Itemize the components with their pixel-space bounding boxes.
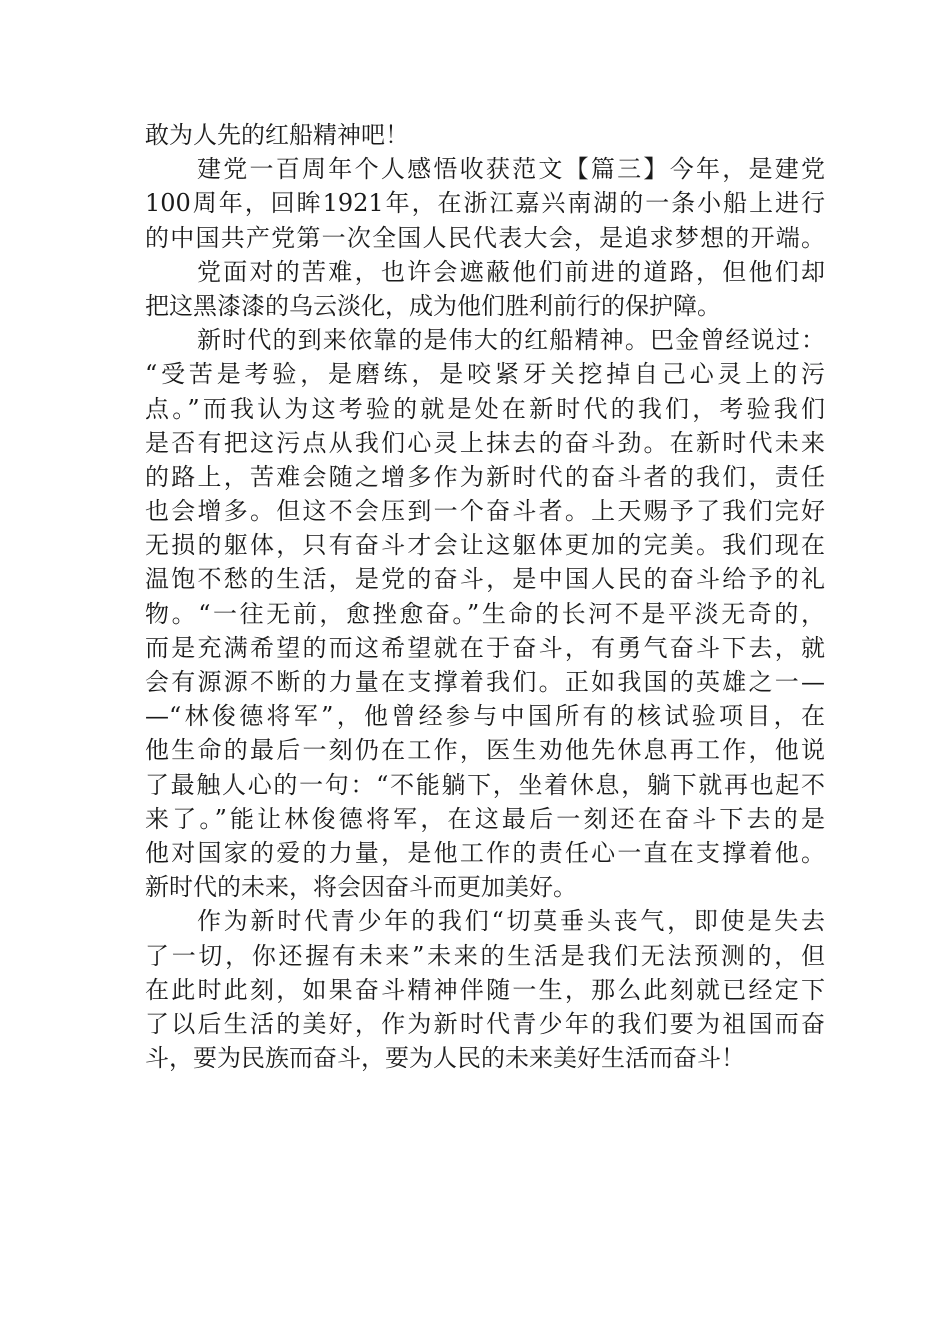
text-line: 他生命的最后一刻仍在工作，医生劝他先休息再工作，他说	[145, 736, 825, 765]
text-line: 物。“一往无前，愈挫愈奋。”生命的长河不是平淡无奇的，	[145, 599, 825, 628]
text-line: 是否有把这污点从我们心灵上抹去的奋斗劲。在新时代未来	[145, 428, 825, 457]
text-line: 新时代的未来，将会因奋斗而更加美好。	[145, 873, 577, 902]
document-body	[145, 118, 825, 1075]
text-line: 来了。”能让林俊德将军，在这最后一刻还在奋斗下去的是	[145, 804, 825, 833]
paragraph-first-line: 作为新时代青少年的我们“切莫垂头丧气，即使是失去	[197, 907, 825, 936]
text-line: 把这黑漆漆的乌云淡化，成为他们胜利前行的保护障。	[145, 291, 721, 320]
paragraph-first-line: 党面对的苦难，也许会遮蔽他们前进的道路，但他们却	[197, 257, 825, 286]
text-line: 无损的躯体，只有奋斗才会让这躯体更加的完美。我们现在	[145, 531, 825, 560]
text-line: 而是充满希望的而这希望就在于奋斗，有勇气奋斗下去，就	[145, 633, 825, 662]
text-line: 的中国共产党第一次全国人民代表大会，是追求梦想的开端。	[145, 223, 825, 252]
text-line: 100周年，回眸1921年，在浙江嘉兴南湖的一条小船上进行	[145, 189, 825, 218]
text-line: 在此时此刻，如果奋斗精神伴随一生，那么此刻就已经定下	[145, 975, 825, 1004]
text-line: 了一切，你还握有未来”未来的生活是我们无法预测的，但	[145, 941, 825, 970]
text-line: 敢为人先的红船精神吧！	[145, 121, 409, 149]
text-line: 点。”而我认为这考验的就是处在新时代的我们，考验我们	[145, 394, 825, 423]
text-line: 他对国家的爱的力量，是他工作的责任心一直在支撑着他。	[145, 838, 825, 867]
text-line: 了以后生活的美好，作为新时代青少年的我们要为祖国而奋	[145, 1009, 825, 1038]
text-line: 了最触人心的一句：“不能躺下，坐着休息，躺下就再也起不	[145, 770, 825, 799]
text-line: —“林俊德将军”，他曾经参与中国所有的核试验项目，在	[145, 702, 825, 731]
paragraph-first-line: 新时代的到来依靠的是伟大的红船精神。巴金曾经说过：	[197, 326, 825, 355]
text-line: 斗，要为民族而奋斗，要为人民的未来美好生活而奋斗！	[145, 1044, 745, 1073]
text-line: “受苦是考验，是磨练，是咬紧牙关挖掉自己心灵上的污	[145, 360, 825, 389]
text-line: 温饱不愁的生活，是党的奋斗，是中国人民的奋斗给予的礼	[145, 565, 825, 594]
text-line: 的路上，苦难会随之增多作为新时代的奋斗者的我们，责任	[145, 462, 825, 491]
paragraph-first-line: 建党一百周年个人感悟收获范文【篇三】今年，是建党	[197, 155, 825, 184]
text-line: 会有源源不断的力量在支撑着我们。正如我国的英雄之一—	[145, 668, 825, 696]
text-line: 也会增多。但这不会压到一个奋斗者。上天赐予了我们完好	[145, 497, 825, 526]
